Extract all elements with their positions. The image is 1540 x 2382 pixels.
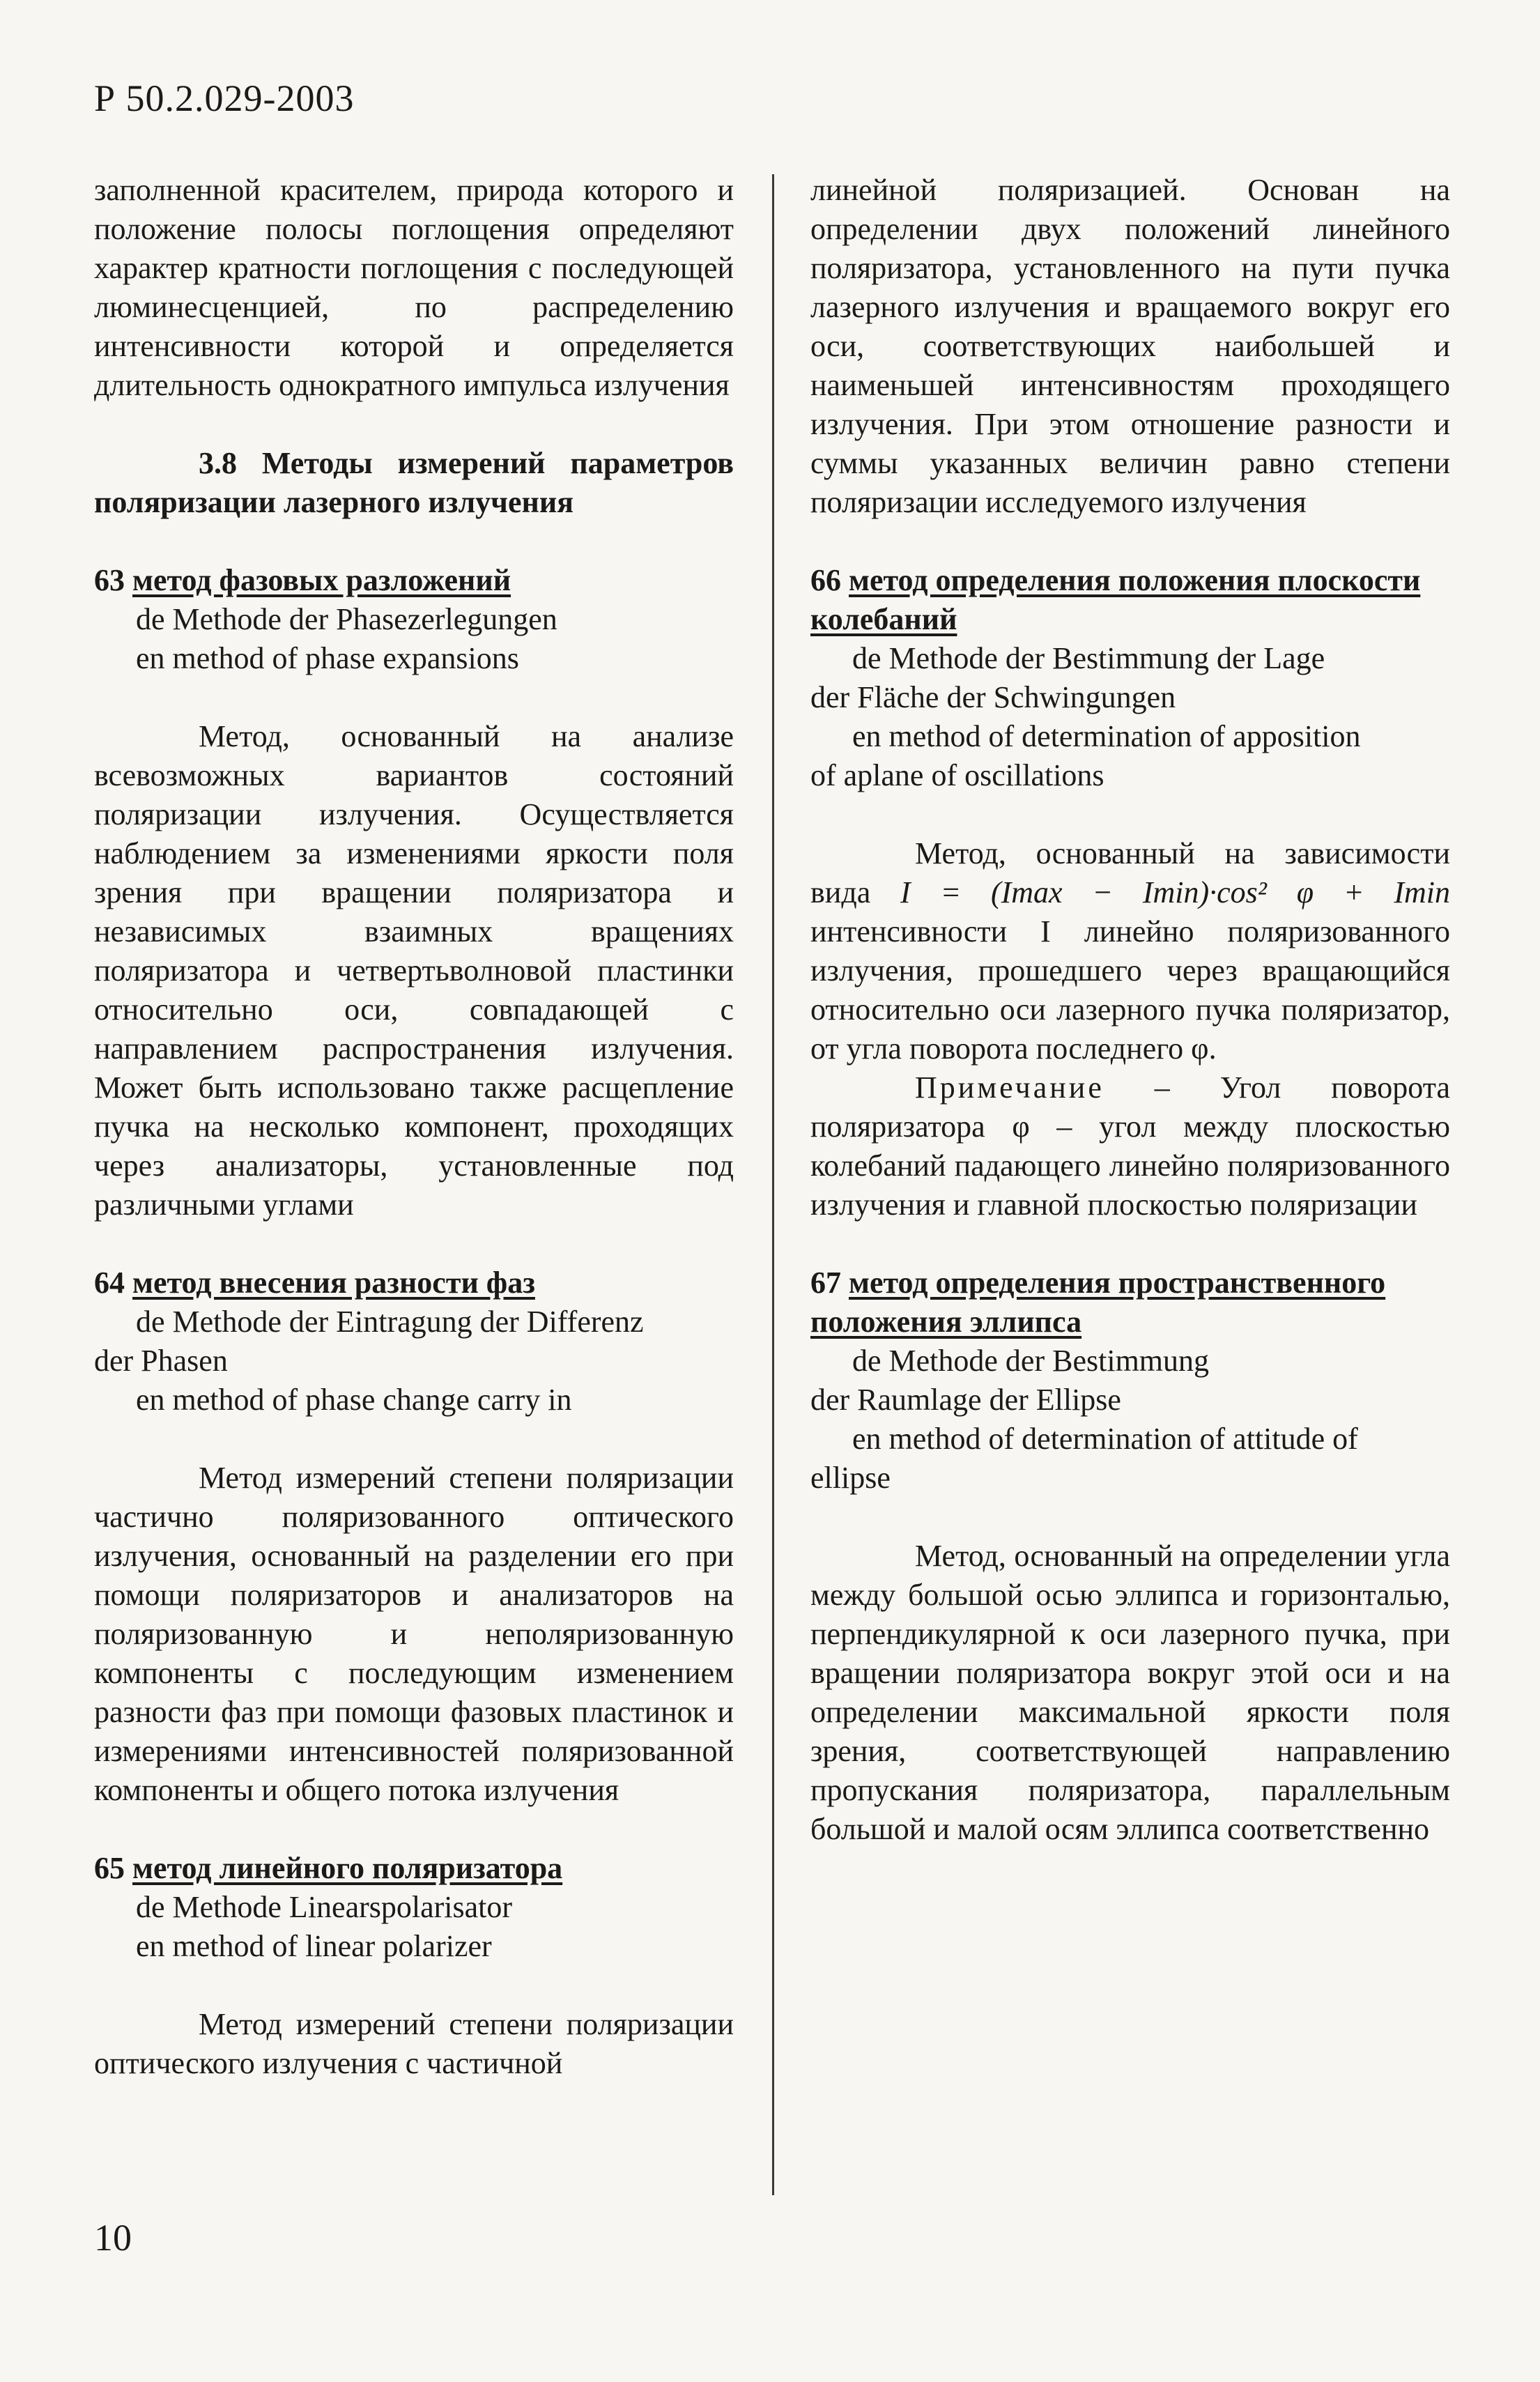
term-64-heading xyxy=(94,1263,734,1303)
term-67-german-line1: de Methode der Bestimmung xyxy=(852,1344,1210,1378)
note-text: – Угол поворота поляризатора φ – угол между плоскостью колебаний падающего линейно поляризованного излучения и главной плоскостью поляризации xyxy=(810,1070,1450,1222)
term-67-german-line2: der Raumlage der Ellipse xyxy=(810,1383,1121,1417)
term-65-english: en method of linear polarizer xyxy=(136,1929,492,1963)
intensity-formula: I = (Imax − Imin)·cos² φ + Imin xyxy=(900,875,1451,909)
left-column xyxy=(94,171,734,2083)
document-code: Р 50.2.029-2003 xyxy=(94,77,355,119)
term-65-german: de Methode Linearspolarisator xyxy=(136,1890,513,1924)
term-name: метод определения положения плоскости колебаний xyxy=(810,563,1421,636)
term-65-heading xyxy=(94,1849,734,1888)
term-66-german-line2: der Fläche der Schwingungen xyxy=(810,680,1176,714)
term-number: 64 xyxy=(94,1266,125,1300)
continued-paragraph: линейной поляризацией. Основан на определении двух положений линейного поляризатора, установленного на пути пучка лазерного излучения и вращаемого вокруг его оси, соответствующих наибольшей и наименьшей интенсивностям проходящего излучения. При этом отношение разности и суммы указанных величин равно степени поляризации исследуемого излучения xyxy=(810,173,1450,519)
intro-paragraph: заполненной красителем, природа которого и положение полосы поглощения определяют характер кратности поглощения с последующей люминесценцией, по распределению интенсивности которой и определяется длительность однократного импульса излучения xyxy=(94,173,734,402)
definition-lead: Метод, основанный на зависимости вида xyxy=(810,836,1450,909)
term-66-english-line1: en method of determination of apposition xyxy=(852,719,1361,753)
term-name: метод внесения разности фаз xyxy=(132,1266,535,1300)
term-67-english-line2: ellipse xyxy=(810,1461,891,1495)
term-name: метод определения пространственного положения эллипса xyxy=(810,1266,1386,1339)
term-number: 67 xyxy=(810,1266,841,1300)
definition-rest: интенсивности I линейно поляризованного излучения, прошедшего через вращающийся относительно оси лазерного пучка поляризатор, от угла поворота последнего φ. xyxy=(810,914,1450,1066)
term-66-note xyxy=(810,1068,1450,1224)
term-64-german-line2: der Phasen xyxy=(94,1344,228,1378)
term-63-heading xyxy=(94,561,734,600)
term-67-heading xyxy=(810,1263,1450,1342)
term-64-german-line1: de Methode der Eintragung der Differenz xyxy=(136,1305,644,1339)
term-63-english: en method of phase expansions xyxy=(136,641,519,675)
page-number: 10 xyxy=(94,2217,132,2259)
term-name: метод фазовых разложений xyxy=(132,563,511,597)
term-67-definition: Метод, основанный на определении угла между большой осью эллипса и горизонталью, перпендикулярной к оси лазерного пучка, при вращении поляризатора вокруг этой оси и на определении максимальной яркости поля зрения, соответствующей направлению пропускания поляризатора, параллельным большой и малой осям эллипса соответственно xyxy=(810,1539,1450,1846)
term-number: 63 xyxy=(94,563,125,597)
term-64-english: en method of phase change carry in xyxy=(136,1383,572,1417)
term-64-definition: Метод измерений степени поляризации частично поляризованного оптического излучения, основанный на разделении его при помощи поляризаторов и анализаторов на поляризованную и неполяризованную компоненты с последующим изменением разности фаз при помощи фазовых пластинок и измерениями интенсивностей поляризованной компоненты и общего потока излучения xyxy=(94,1461,734,1807)
section-heading: 3.8 Методы измерений параметров поляризации лазерного излучения xyxy=(94,446,734,519)
term-63-german: de Methode der Phasezerlegungen xyxy=(136,602,557,636)
term-name: метод линейного поляризатора xyxy=(132,1851,563,1885)
term-65-definition: Метод измерений степени поляризации оптического излучения с частичной xyxy=(94,2007,734,2080)
term-number: 66 xyxy=(810,563,841,597)
term-63-definition: Метод, основанный на анализе всевозможных вариантов состояний поляризации излучения. Осуществляется наблюдением за изменениями яркости поля зрения при вращении поляризатора и независимых взаимных вращениях поляризатора и четвертьволновой пластинки относительно оси, совпадающей с направлением распространения излучения. Может быть использовано также расщепление пучка на несколько компонент, проходящих через анализаторы, установленные под различными углами xyxy=(94,719,734,1222)
note-label: Примечание xyxy=(915,1070,1104,1105)
term-66-definition xyxy=(810,834,1450,1068)
right-column xyxy=(810,171,1450,1849)
term-67-english-line1: en method of determination of attitude of xyxy=(852,1422,1358,1456)
term-66-heading xyxy=(810,561,1450,639)
term-number: 65 xyxy=(94,1851,125,1885)
term-66-english-line2: of aplane of oscillations xyxy=(810,758,1104,792)
term-66-german-line1: de Methode der Bestimmung der Lage xyxy=(852,641,1325,675)
column-divider xyxy=(772,174,774,2195)
